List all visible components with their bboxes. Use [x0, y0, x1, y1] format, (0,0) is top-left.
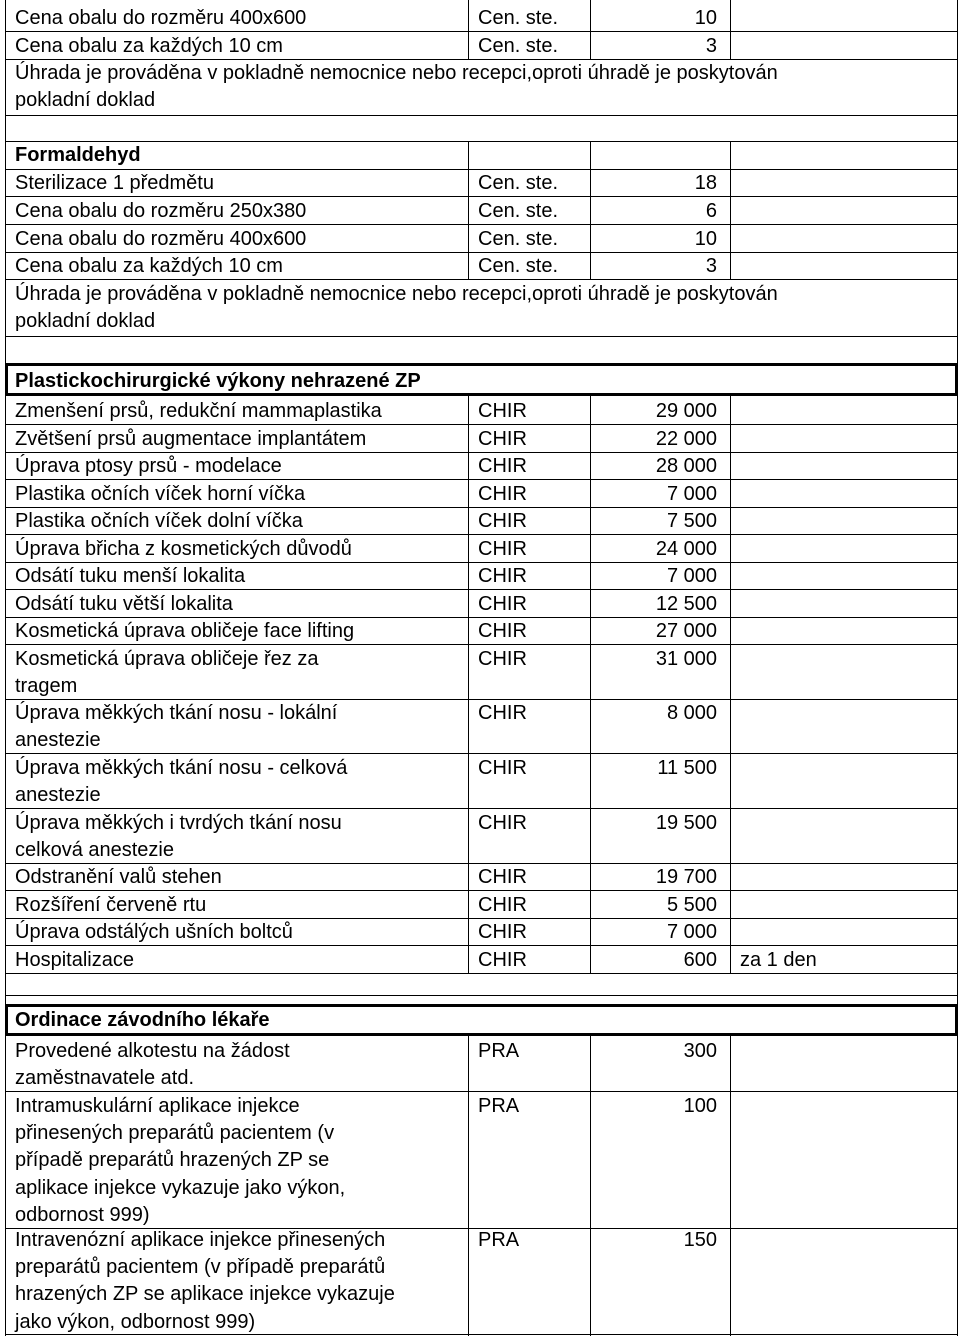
unit-code: CHIR — [478, 482, 527, 505]
price-cell: 600 — [683, 948, 717, 971]
unit-code: Cen. ste. — [478, 172, 559, 194]
unit-code: CHIR — [478, 893, 527, 916]
column-divider — [730, 0, 731, 59]
price-cell: 5 500 — [666, 893, 717, 916]
column-divider — [468, 141, 469, 279]
column-divider — [590, 0, 591, 59]
item-name: celková anestezie — [15, 838, 174, 861]
price-cell: 300 — [683, 1040, 717, 1062]
row-divider — [5, 1334, 957, 1335]
payment-note: Úhrada je prováděna v pokladně nemocnice nebo recepci,oproti úhradě je poskytován — [15, 62, 778, 84]
row-divider — [5, 196, 957, 197]
item-name: Hospitalizace — [15, 948, 134, 971]
unit-code: Cen. ste. — [478, 200, 559, 222]
unit-code: CHIR — [478, 427, 527, 450]
item-name: Odsátí tuku menší lokalita — [15, 565, 246, 587]
unit-code: CHIR — [478, 921, 527, 944]
item-name: Cena obalu do rozměru 400x600 — [15, 7, 307, 29]
price-cell: 3 — [705, 255, 717, 277]
row-divider — [5, 115, 957, 116]
unit-code: PRA — [478, 1040, 520, 1062]
price-cell: 18 — [694, 172, 717, 194]
unit-code: Cen. ste. — [478, 7, 559, 29]
price-cell: 31 000 — [655, 647, 717, 670]
item-name: Sterilizace 1 předmětu — [15, 172, 214, 194]
price-cell: 27 000 — [655, 620, 717, 642]
item-name: hrazených ZP se aplikace injekce vykazuje — [15, 1283, 395, 1306]
section-title: Formaldehyd — [15, 144, 141, 166]
unit-code: CHIR — [478, 400, 527, 422]
section-title: Plastickochirurgické výkony nehrazené ZP — [15, 370, 421, 392]
item-name: Zmenšení prsů, redukční mammaplastika — [15, 400, 382, 422]
item-name: Odsátí tuku větší lokalita — [15, 592, 233, 615]
price-cell: 6 — [705, 200, 717, 222]
price-cell: 12 500 — [655, 592, 717, 615]
unit-code: CHIR — [478, 811, 527, 834]
price-cell: 7 000 — [666, 921, 717, 944]
price-cell: 100 — [683, 1095, 717, 1117]
item-name: Úprava ptosy prsů - modelace — [15, 455, 282, 477]
item-name: Plastika očních víček dolní víčka — [15, 510, 303, 532]
price-cell: 11 500 — [657, 756, 717, 779]
item-name: Úprava břicha z kosmetických důvodů — [15, 537, 352, 560]
column-divider — [730, 396, 731, 973]
item-name: anestezie — [15, 784, 101, 807]
price-cell: 7 500 — [666, 510, 717, 532]
item-name: případě preparátů hrazených ZP se — [15, 1149, 330, 1172]
column-divider — [468, 396, 469, 973]
price-cell: 8 000 — [666, 702, 717, 725]
item-name: Odstranění valů stehen — [15, 866, 222, 889]
price-cell: 24 000 — [655, 537, 717, 560]
price-cell: 7 000 — [666, 482, 717, 505]
section-title: Ordinace závodního lékaře — [15, 1009, 270, 1031]
unit-code: Cen. ste. — [478, 255, 559, 277]
item-name: přinesených preparátů pacientem (v — [15, 1122, 335, 1145]
item-name: preparátů pacientem (v případě preparátů — [15, 1256, 386, 1279]
unit-code: Cen. ste. — [478, 228, 559, 250]
item-name: Úprava odstálých ušních boltců — [15, 921, 293, 944]
column-divider — [590, 396, 591, 973]
payment-note: Úhrada je prováděna v pokladně nemocnice nebo recepci,oproti úhradě je poskytován — [15, 283, 778, 305]
unit-code: CHIR — [478, 948, 527, 971]
column-divider — [590, 1036, 591, 1336]
price-cell: 10 — [694, 228, 717, 250]
column-divider — [468, 1036, 469, 1336]
row-divider — [5, 279, 957, 280]
row-divider — [5, 995, 957, 996]
item-name: Úprava měkkých i tvrdých tkání nosu — [15, 811, 342, 834]
item-name: Intravenózní aplikace injekce přinesených — [15, 1229, 386, 1251]
unit-code: CHIR — [478, 565, 527, 587]
price-cell: 19 700 — [655, 866, 717, 889]
item-name: Cena obalu do rozměru 250x380 — [15, 200, 307, 222]
item-name: Úprava měkkých tkání nosu - lokální — [15, 702, 338, 725]
price-cell: 3 — [705, 35, 717, 57]
price-cell: 28 000 — [655, 455, 717, 477]
unit-code: CHIR — [478, 455, 527, 477]
item-name: Rozšíření červeně rtu — [15, 893, 207, 916]
item-name: odbornost 999) — [15, 1203, 150, 1226]
item-name: Kosmetická úprava obličeje face lifting — [15, 620, 355, 642]
item-name: Intramuskulární aplikace injekce — [15, 1095, 300, 1117]
item-name: Provedené alkotestu na žádost — [15, 1040, 290, 1062]
row-divider — [5, 141, 957, 142]
unit-code: Cen. ste. — [478, 35, 559, 57]
item-name: Cena obalu za každých 10 cm — [15, 35, 283, 57]
unit-code: CHIR — [478, 866, 527, 889]
unit-code: CHIR — [478, 756, 527, 779]
item-name: Úprava měkkých tkání nosu - celková — [15, 756, 348, 779]
column-divider — [730, 1036, 731, 1336]
row-divider — [5, 336, 957, 337]
column-divider — [5, 0, 6, 1336]
unit-code: CHIR — [478, 702, 527, 725]
row-divider — [5, 224, 957, 225]
unit-code: PRA — [478, 1229, 520, 1251]
item-name: Kosmetická úprava obličeje řez za — [15, 647, 319, 670]
unit-code: CHIR — [478, 647, 527, 670]
unit-code: CHIR — [478, 510, 527, 532]
price-cell: 10 — [694, 7, 717, 29]
unit-code: CHIR — [478, 592, 527, 615]
price-cell: 22 000 — [655, 427, 717, 450]
unit-code: PRA — [478, 1095, 520, 1117]
item-name: tragem — [15, 674, 78, 697]
column-divider — [468, 0, 469, 59]
price-note: za 1 den — [740, 948, 817, 971]
item-name: Plastika očních víček horní víčka — [15, 482, 306, 505]
item-name: Cena obalu do rozměru 400x600 — [15, 228, 307, 250]
item-name: aplikace injekce vykazuje jako výkon, — [15, 1176, 346, 1199]
item-name: Cena obalu za každých 10 cm — [15, 255, 283, 277]
item-name: zaměstnavatele atd. — [15, 1067, 194, 1090]
item-name: Zvětšení prsů augmentace implantátem — [15, 427, 367, 450]
row-divider — [5, 973, 957, 974]
item-name: jako výkon, odbornost 999) — [15, 1310, 256, 1333]
unit-code: CHIR — [478, 537, 527, 560]
price-cell: 150 — [683, 1229, 717, 1251]
column-divider — [957, 0, 958, 1336]
price-cell: 7 000 — [666, 565, 717, 587]
column-divider — [730, 141, 731, 279]
item-name: anestezie — [15, 729, 101, 752]
payment-note: pokladní doklad — [15, 89, 156, 111]
unit-code: CHIR — [478, 620, 527, 642]
price-cell: 29 000 — [655, 400, 717, 422]
row-divider — [5, 31, 957, 32]
payment-note: pokladní doklad — [15, 310, 156, 332]
price-cell: 19 500 — [655, 811, 717, 834]
